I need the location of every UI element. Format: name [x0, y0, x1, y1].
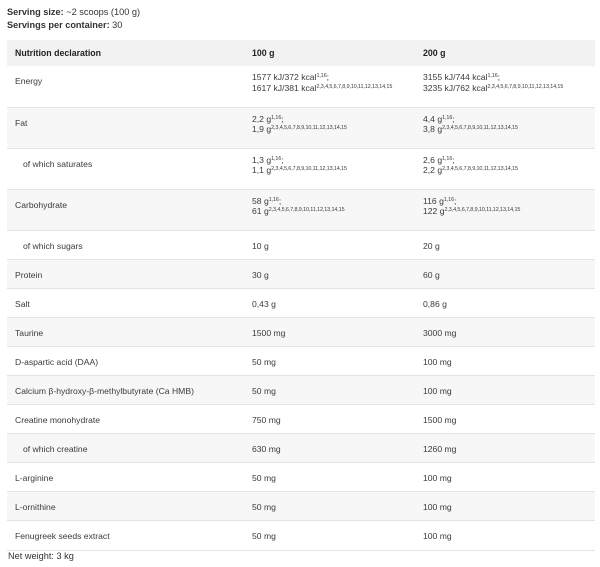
value-100g: 1,3 $g^{1,16}$; 1,1 $g^{2,3,4,5,6,7,8,9,10,11,12,13,14,15}$: [252, 154, 347, 175]
value-100g: 0,43 g: [252, 298, 276, 309]
value-100g: 50 mg: [252, 530, 276, 541]
value-100g: 50 mg: [252, 385, 276, 396]
value-100g: 30 g: [252, 269, 269, 280]
value-100g: 750 mg: [252, 414, 281, 425]
row-label: L-arginine: [15, 472, 54, 483]
value-100g: 1577 kJ/372 kcal$^{1,16}$; 1617 kJ/381 kcal$^{2,3,4,5,6,7,8,9,10,11,12,13,14,15}$: [252, 72, 393, 93]
row-label: Carbohydrate: [15, 199, 68, 210]
value-200g: 3155 kJ/744 kcal$^{1,16}$; 3235 kJ/762 kcal$^{2,3,4,5,6,7,8,9,10,11,12,13,14,15}$: [423, 72, 564, 93]
row-label: of which creatine: [23, 443, 88, 454]
table-row: [7, 107, 595, 148]
value-100g: 630 mg: [252, 443, 281, 454]
table-row: [7, 288, 595, 317]
table-row: [7, 148, 595, 189]
servings-value: 30: [109, 20, 123, 30]
serving-size-value: ~2 scoops (100 g): [63, 7, 141, 17]
value-200g: 1260 mg: [423, 443, 457, 454]
table-row: [7, 462, 595, 491]
value-200g: 100 mg: [423, 501, 452, 512]
servings-per-container: [7, 20, 122, 30]
net-weight: Net weight: 3 kg: [8, 551, 74, 561]
value-200g: 100 mg: [423, 472, 452, 483]
table-row: [7, 491, 595, 520]
header-200g: 200 g: [423, 48, 446, 58]
row-label: of which saturates: [23, 158, 93, 169]
table-row: [7, 189, 595, 230]
row-label: Calcium β-hydroxy-β-methylbutyrate (Ca HMB): [15, 385, 194, 396]
row-label: Energy: [15, 76, 43, 86]
table-row: [7, 259, 595, 288]
value-200g: 0,86 g: [423, 298, 447, 309]
row-label: Taurine: [15, 327, 44, 338]
value-100g: 2,2 $g^{1,16}$; 1,9 $g^{2,3,4,5,6,7,8,9,10,11,12,13,14,15}$: [252, 113, 347, 134]
value-200g: 2,6 $g^{1,16}$; 2,2 $g^{2,3,4,5,6,7,8,9,10,11,12,13,14,15}$: [423, 154, 518, 175]
table-row: [7, 520, 595, 550]
value-100g: 50 mg: [252, 472, 276, 483]
serving-size: [7, 7, 140, 17]
value-200g: 3000 mg: [423, 327, 457, 338]
value-100g: 10 g: [252, 240, 269, 251]
row-label: of which sugars: [23, 240, 83, 251]
row-label: Salt: [15, 298, 30, 309]
value-100g: 50 mg: [252, 356, 276, 367]
value-100g: 50 mg: [252, 501, 276, 512]
row-label: Fenugreek seeds extract: [15, 530, 110, 541]
table-row: [7, 230, 595, 259]
value-200g: 20 g: [423, 240, 440, 251]
servings-label: Servings per container:: [7, 20, 110, 30]
value-100g: 1500 mg: [252, 327, 286, 338]
table-row: [7, 433, 595, 462]
value-200g: 100 mg: [423, 385, 452, 396]
row-label: Fat: [15, 117, 28, 128]
value-200g: 1500 mg: [423, 414, 457, 425]
table-row: [7, 66, 595, 107]
table-header-row: [7, 40, 595, 66]
serving-size-label: Serving size:: [7, 7, 64, 17]
value-200g: 100 mg: [423, 530, 452, 541]
row-label: Creatine monohydrate: [15, 414, 101, 425]
value-100g: 58 $g^{1,16}$; 61 $g^{2,3,4,5,6,7,8,9,10,11,12,13,14,15}$: [252, 195, 345, 216]
header-nutrition-declaration: Nutrition declaration: [15, 48, 102, 58]
value-200g: 60 g: [423, 269, 440, 280]
value-200g: 100 mg: [423, 356, 452, 367]
value-200g: 4,4 $g^{1,16}$; 3,8 $g^{2,3,4,5,6,7,8,9,10,11,12,13,14,15}$: [423, 113, 518, 134]
row-label: Protein: [15, 269, 43, 280]
nutrition-table: [7, 40, 595, 551]
value-200g: 116 $g^{1,16}$; 122 $g^{2,3,4,5,6,7,8,9,10,11,12,13,14,15}$: [423, 195, 521, 216]
row-label: D-aspartic acid (DAA): [15, 356, 99, 367]
table-row: [7, 375, 595, 404]
row-label: L-ornithine: [15, 501, 56, 512]
header-100g: 100 g: [252, 48, 275, 58]
table-row: [7, 404, 595, 433]
table-row: [7, 317, 595, 346]
table-row: [7, 346, 595, 375]
